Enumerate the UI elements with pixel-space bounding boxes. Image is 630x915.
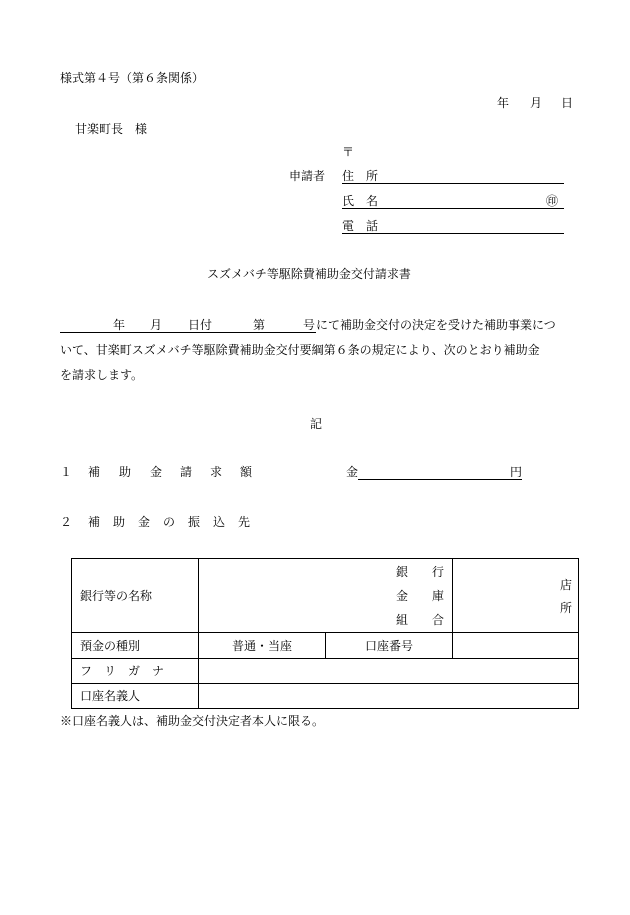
deposit-type-value[interactable]: 普通・当座 bbox=[199, 633, 326, 658]
phone-label: 電 話 bbox=[342, 219, 379, 233]
item2-char-5: 込 bbox=[213, 515, 226, 529]
item1-char-4: 求 bbox=[210, 465, 223, 479]
institution-type-bank: 銀 行 bbox=[395, 565, 444, 579]
furigana-label: フ リ ガ ナ bbox=[72, 658, 199, 683]
institution-type-shinkin: 金 庫 bbox=[395, 589, 444, 603]
account-holder-field[interactable] bbox=[199, 683, 579, 708]
date-day-label: 日 bbox=[561, 96, 574, 110]
applicant-role-label: 申請者 bbox=[289, 169, 326, 183]
addressee: 甘楽町長 様 bbox=[75, 122, 148, 136]
institution-type-kumiai: 組 合 bbox=[395, 613, 444, 627]
table-row-deposit-type bbox=[72, 633, 579, 658]
address-label: 住 所 bbox=[342, 169, 379, 183]
table-row-bank-name bbox=[72, 559, 579, 633]
item2-number: ２ bbox=[60, 515, 73, 529]
address-line bbox=[342, 183, 564, 184]
account-number-field[interactable] bbox=[453, 633, 579, 658]
body-line-1: にて補助金交付の決定を受けた補助事業につ bbox=[316, 318, 556, 332]
branch-name-field[interactable] bbox=[453, 559, 579, 633]
amount-line bbox=[358, 479, 522, 480]
amount-suffix: 円 bbox=[510, 465, 523, 479]
body-line-2: いて、甘楽町スズメバチ等駆除費補助金交付要綱第６条の規定により、次のとおり補助金 bbox=[60, 343, 540, 357]
document-title: スズメバチ等駆除費補助金交付請求書 bbox=[207, 267, 411, 281]
account-holder-label: 口座名義人 bbox=[72, 683, 199, 708]
item1-char-2: 金 bbox=[150, 465, 163, 479]
item1-char-3: 請 bbox=[180, 465, 193, 479]
item1-char-0: 補 bbox=[88, 465, 101, 479]
ki-label: 記 bbox=[310, 417, 323, 431]
reference-underline bbox=[60, 332, 316, 333]
ref-number-prefix: 第 bbox=[253, 318, 266, 332]
item1-number: １ bbox=[60, 465, 73, 479]
ref-month-label: 月 bbox=[150, 318, 163, 332]
date-month-label: 月 bbox=[530, 96, 543, 110]
account-number-label: 口座番号 bbox=[326, 633, 453, 658]
phone-line bbox=[342, 233, 564, 234]
branch-char-1: 所 bbox=[559, 601, 572, 615]
ref-day-label: 日付 bbox=[188, 318, 213, 332]
deposit-type-label: 預金の種別 bbox=[72, 633, 199, 658]
form-number: 様式第４号（第６条関係） bbox=[60, 71, 205, 85]
footnote: ※口座名義人は、補助金交付決定者本人に限る。 bbox=[60, 714, 325, 728]
name-line bbox=[342, 208, 564, 209]
body-line-3: を請求します。 bbox=[60, 368, 144, 382]
item2-char-1: 助 bbox=[113, 515, 126, 529]
ref-number-suffix: 号 bbox=[303, 318, 316, 332]
item2-char-2: 金 bbox=[138, 515, 151, 529]
item2-char-6: 先 bbox=[238, 515, 251, 529]
item1-char-5: 額 bbox=[240, 465, 253, 479]
item2-char-0: 補 bbox=[88, 515, 101, 529]
item1-char-1: 助 bbox=[119, 465, 132, 479]
seal-mark: ㊞ bbox=[546, 194, 559, 208]
date-year-label: 年 bbox=[497, 96, 510, 110]
bank-name-label: 銀行等の名称 bbox=[72, 559, 199, 633]
name-label: 氏 名 bbox=[342, 194, 379, 208]
postal-mark: 〒 bbox=[342, 145, 355, 159]
branch-char-0: 店 bbox=[559, 578, 572, 592]
table-row-furigana bbox=[72, 658, 579, 683]
item2-char-4: 振 bbox=[188, 515, 201, 529]
ref-year-label: 年 bbox=[113, 318, 126, 332]
table-row-holder bbox=[72, 683, 579, 708]
bank-account-table bbox=[71, 558, 579, 709]
bank-name-field[interactable] bbox=[199, 559, 453, 633]
amount-prefix: 金 bbox=[346, 465, 359, 479]
item2-char-3: の bbox=[163, 515, 176, 529]
furigana-field[interactable] bbox=[199, 658, 579, 683]
